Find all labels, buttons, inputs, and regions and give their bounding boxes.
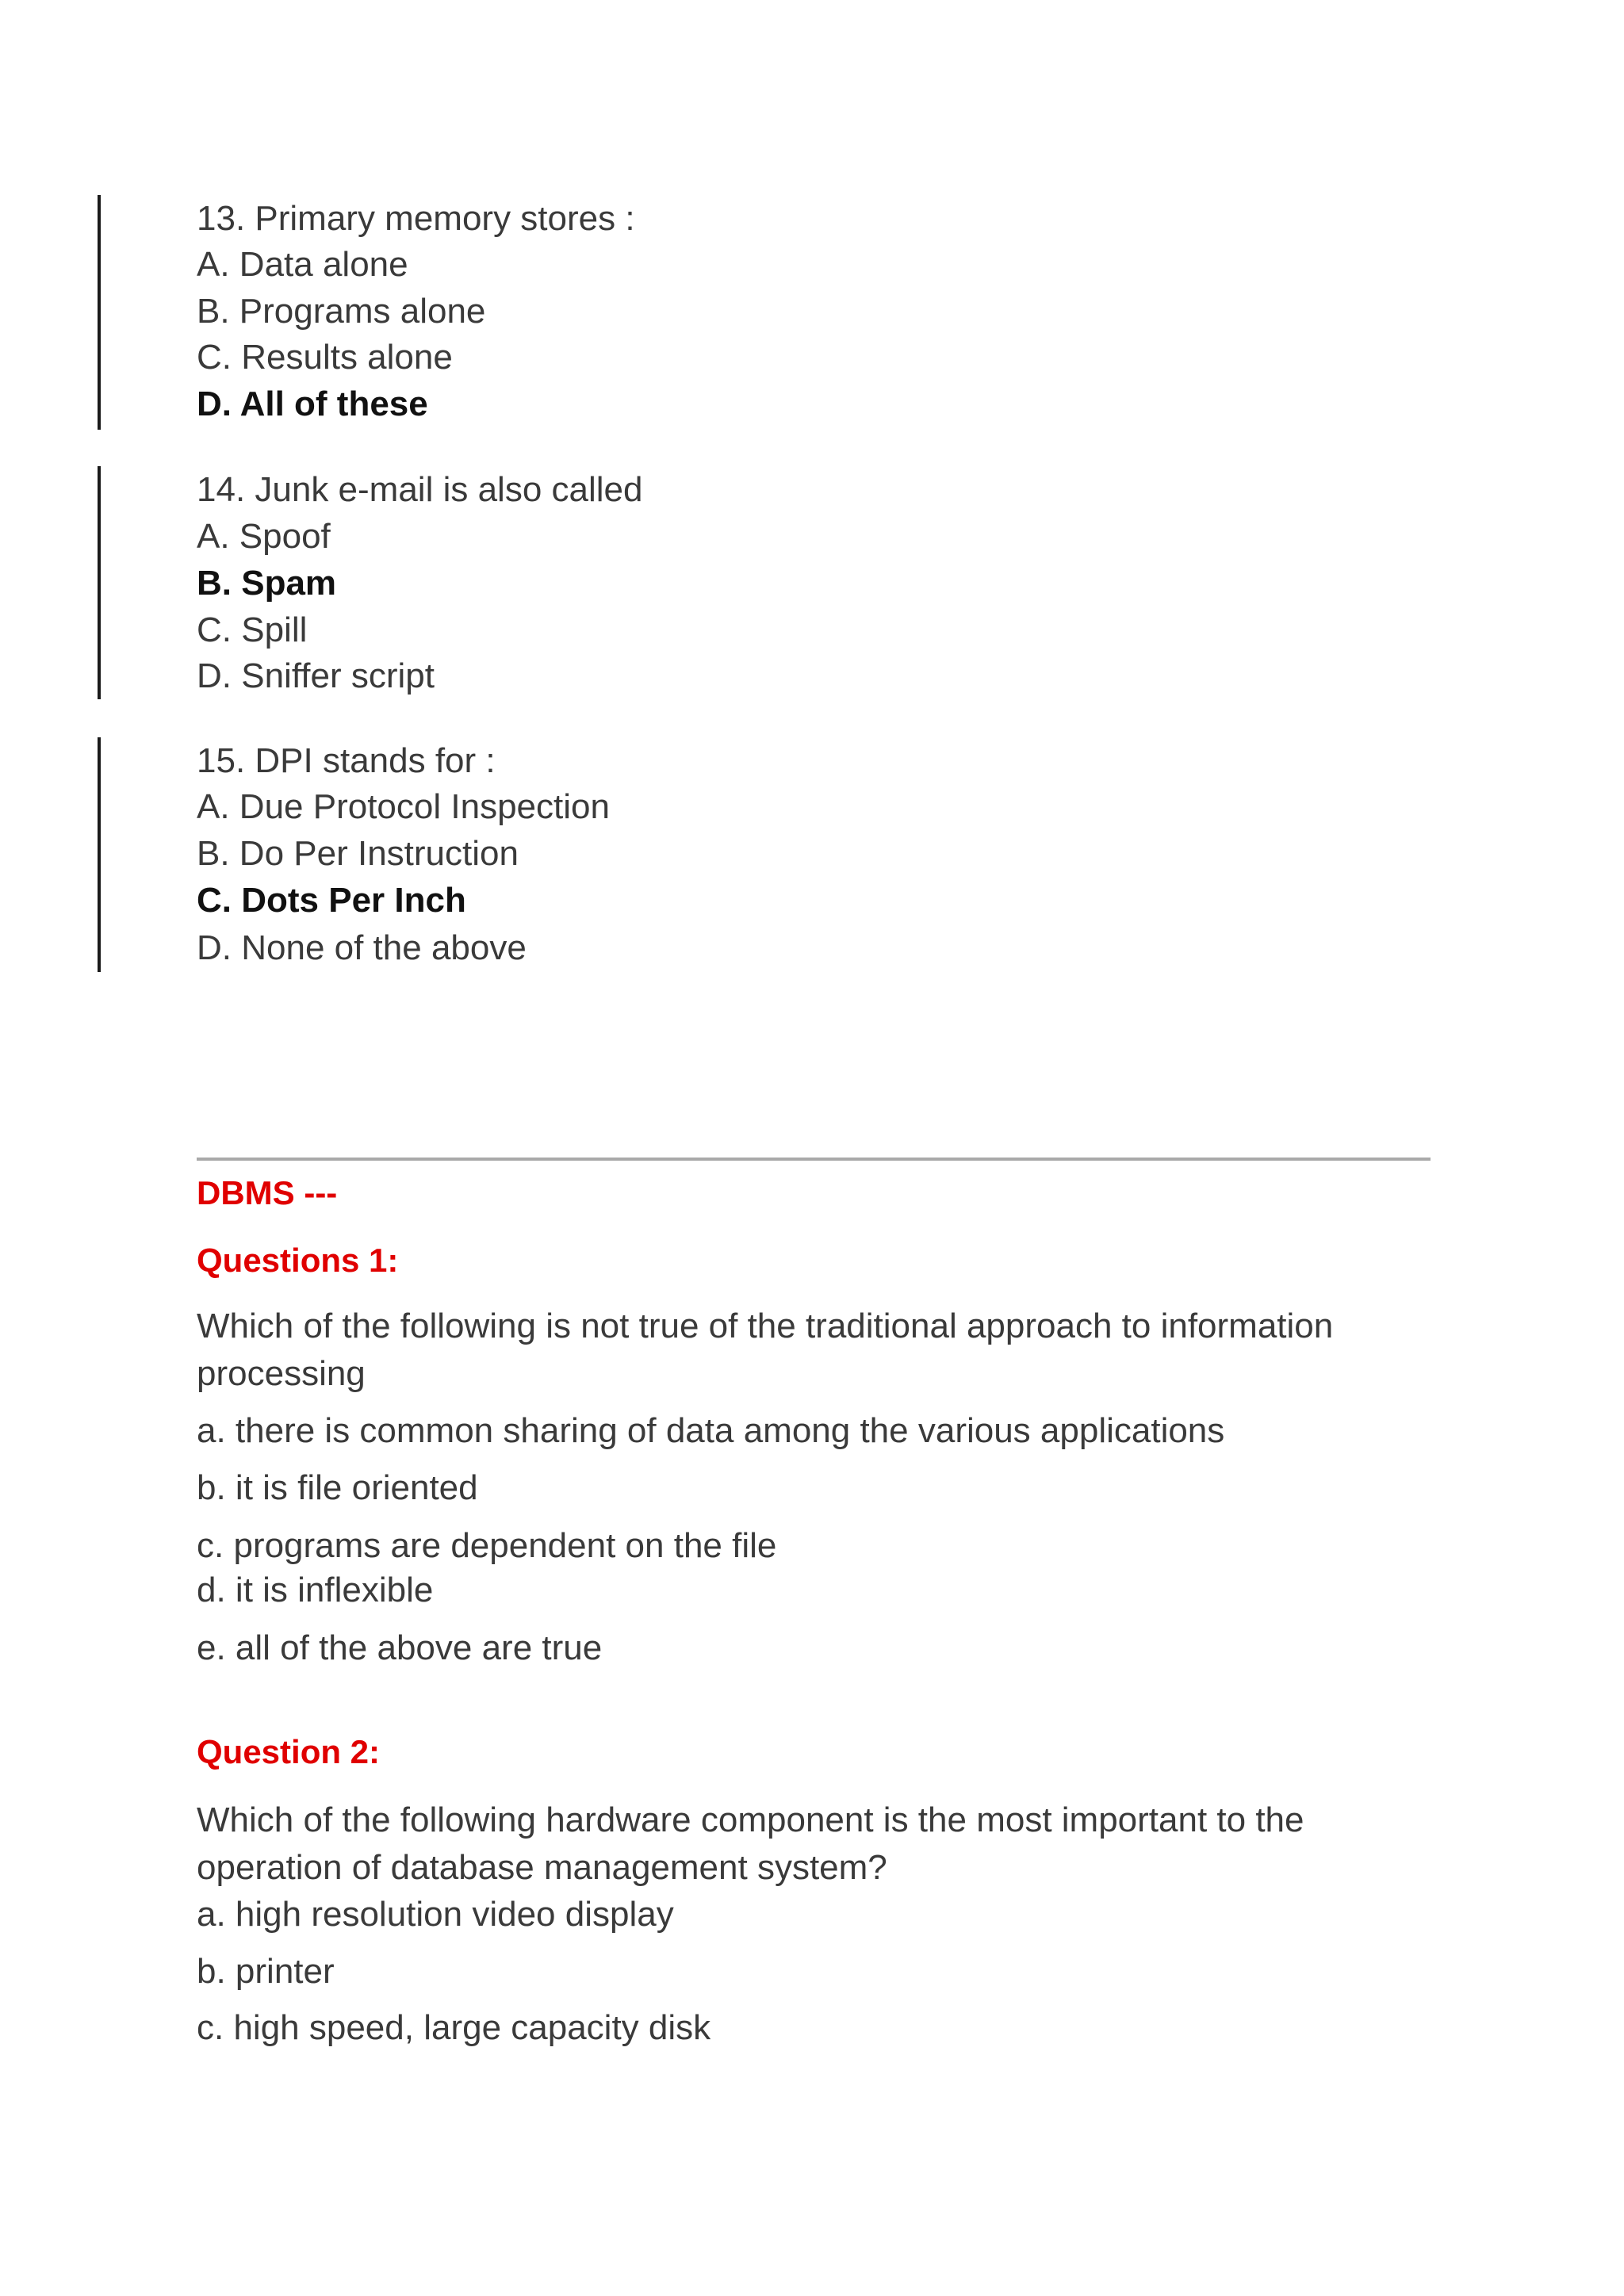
dbms-q1-option-b: b. it is file oriented — [197, 1468, 478, 1507]
dbms-q2-text-line1: Which of the following hardware component is the most important to the — [197, 1800, 1304, 1839]
dbms-q2-option-c: c. high speed, large capacity disk — [197, 2008, 711, 2047]
q14-option-c: C. Spill — [197, 610, 308, 649]
dbms-q2-option-b: b. printer — [197, 1952, 335, 1991]
dbms-heading: DBMS --- — [197, 1174, 338, 1211]
q14-option-b-correct: B. Spam — [197, 564, 337, 603]
question-14-text: 14. Junk e-mail is also called — [197, 470, 643, 509]
dbms-q1-option-a: a. there is common sharing of data among the various applications — [197, 1411, 1225, 1450]
question-15-text: 15. DPI stands for : — [197, 741, 496, 780]
dbms-q1-option-e: e. all of the above are true — [197, 1628, 603, 1667]
dbms-q1-option-d: d. it is inflexible — [197, 1571, 434, 1609]
question-13-text: 13. Primary memory stores : — [197, 199, 635, 238]
dbms-q2-option-a: a. high resolution video display — [197, 1895, 674, 1934]
dbms-q1-text-line1: Which of the following is not true of the traditional approach to information — [197, 1307, 1334, 1345]
dbms-q1-text-line2: processing — [197, 1354, 366, 1393]
q15-option-b: B. Do Per Instruction — [197, 834, 519, 873]
q13-option-d-correct: D. All of these — [197, 385, 428, 423]
dbms-q2-text-line2: operation of database management system? — [197, 1848, 887, 1887]
dbms-q1-title: Questions 1: — [197, 1242, 399, 1279]
q13-option-c: C. Results alone — [197, 338, 453, 377]
section-divider — [197, 1158, 1431, 1161]
change-bar-q13 — [98, 195, 101, 430]
q14-option-a: A. Spoof — [197, 517, 331, 556]
q13-option-b: B. Programs alone — [197, 292, 486, 331]
q15-option-d: D. None of the above — [197, 928, 527, 967]
q15-option-a: A. Due Protocol Inspection — [197, 787, 610, 826]
change-bar-q15 — [98, 737, 101, 972]
q15-option-c-correct: C. Dots Per Inch — [197, 881, 466, 920]
q13-option-a: A. Data alone — [197, 245, 408, 284]
change-bar-q14 — [98, 466, 101, 699]
dbms-q1-option-c: c. programs are dependent on the file — [197, 1526, 777, 1565]
dbms-q2-title: Question 2: — [197, 1733, 381, 1770]
q14-option-d: D. Sniffer script — [197, 656, 435, 695]
